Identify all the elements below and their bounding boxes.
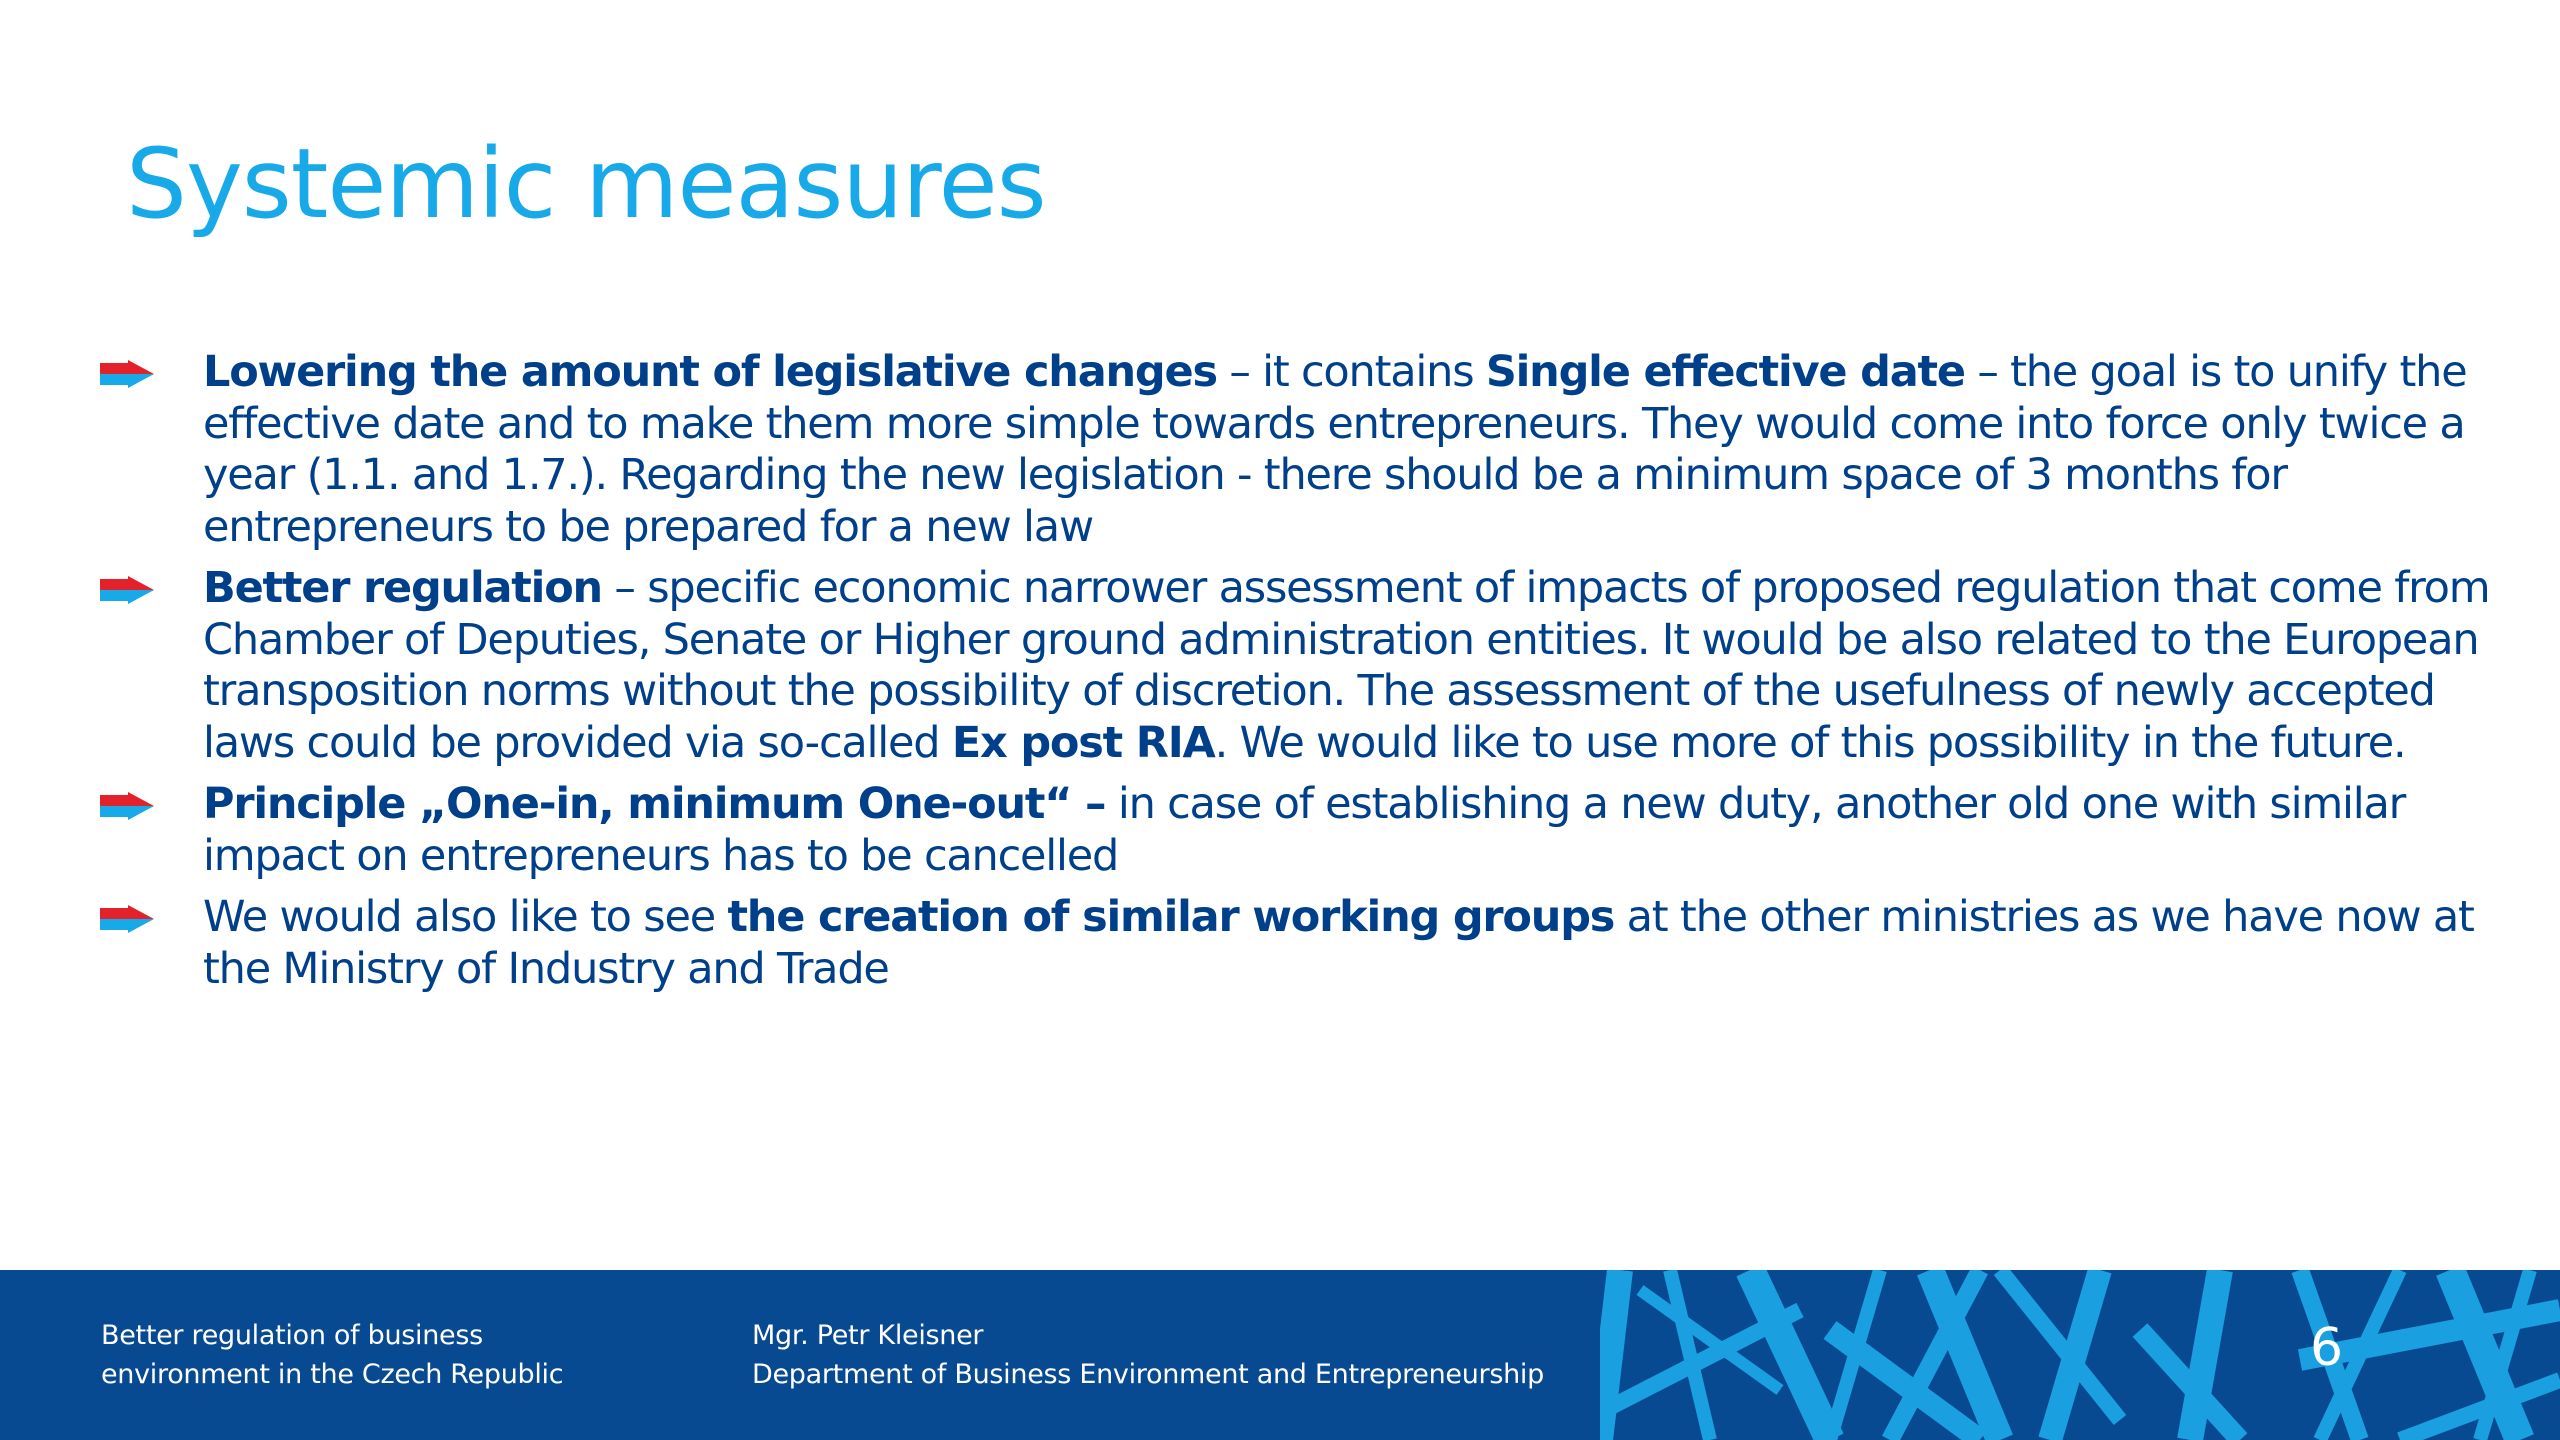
footer-author: [752, 1316, 1544, 1394]
bullet-text: in case of establishing a new duty, another old one with similar impact on entrepreneurs has to be cancelled: [203, 779, 2406, 881]
bullet-bold-text: Single effective date: [1485, 347, 1965, 397]
footer-presentation-title: [101, 1316, 563, 1394]
bullet-list: [0, 347, 2560, 1005]
bullet-text: – the goal is to unify the effective date and to make them more simple towards entrepreneurs. They would come into force only twice a year (1.1. and 1.7.). Regarding the new legislation - there should be a minimum space of 3 months for entrepreneurs to be prepared for a new law: [203, 347, 2467, 552]
arrow-right-icon: [100, 360, 154, 388]
page-number: 6: [2310, 1318, 2344, 1378]
arrow-right-icon: [100, 576, 154, 604]
footer-department: Department of Business Environment and Entrepreneurship: [752, 1359, 1544, 1390]
bullet-bold-text: Better regulation: [203, 563, 602, 613]
arrow-right-icon: [100, 792, 154, 820]
footer-left-line: Better regulation of business: [101, 1320, 483, 1351]
bullet-text: – it contains: [1216, 347, 1486, 397]
decorative-lines-pattern: [1600, 1270, 2560, 1440]
bullet-text: – specific economic narrower assessment of impacts of proposed regulation that come from Chamber of Deputies, Senate or Higher ground administration entities. It would be also related to the European transposition norms without the possibility of discretion. The assessment of the usefulness of newly accepted laws could be provided via so-called: [203, 563, 2490, 768]
slide-title: Systemic measures: [126, 128, 1046, 240]
bullet-bold-text: Lowering the amount of legislative changes: [203, 347, 1217, 397]
bullet-item: [0, 779, 2503, 882]
bullet-bold-text: the creation of similar working groups: [727, 892, 1615, 942]
footer-left-line: environment in the Czech Republic: [101, 1359, 564, 1390]
bullet-bold-text: Principle „One-in, minimum One-out“ –: [203, 779, 1106, 829]
footer-author-name: Mgr. Petr Kleisner: [752, 1320, 984, 1351]
bullet-text: We would also like to see: [203, 892, 728, 942]
footer-bar: [0, 1270, 2560, 1440]
bullet-text: at the other ministries as we have now at the Ministry of Industry and Trade: [203, 892, 2474, 994]
bullet-text: . We would like to use more of this possibility in the future.: [1214, 717, 2406, 768]
arrow-right-icon: [100, 905, 154, 933]
bullet-item: [0, 563, 2503, 769]
bullet-item: [0, 347, 2503, 553]
bullet-item: [0, 892, 2503, 995]
bullet-bold-text: Ex post RIA: [951, 717, 1215, 768]
